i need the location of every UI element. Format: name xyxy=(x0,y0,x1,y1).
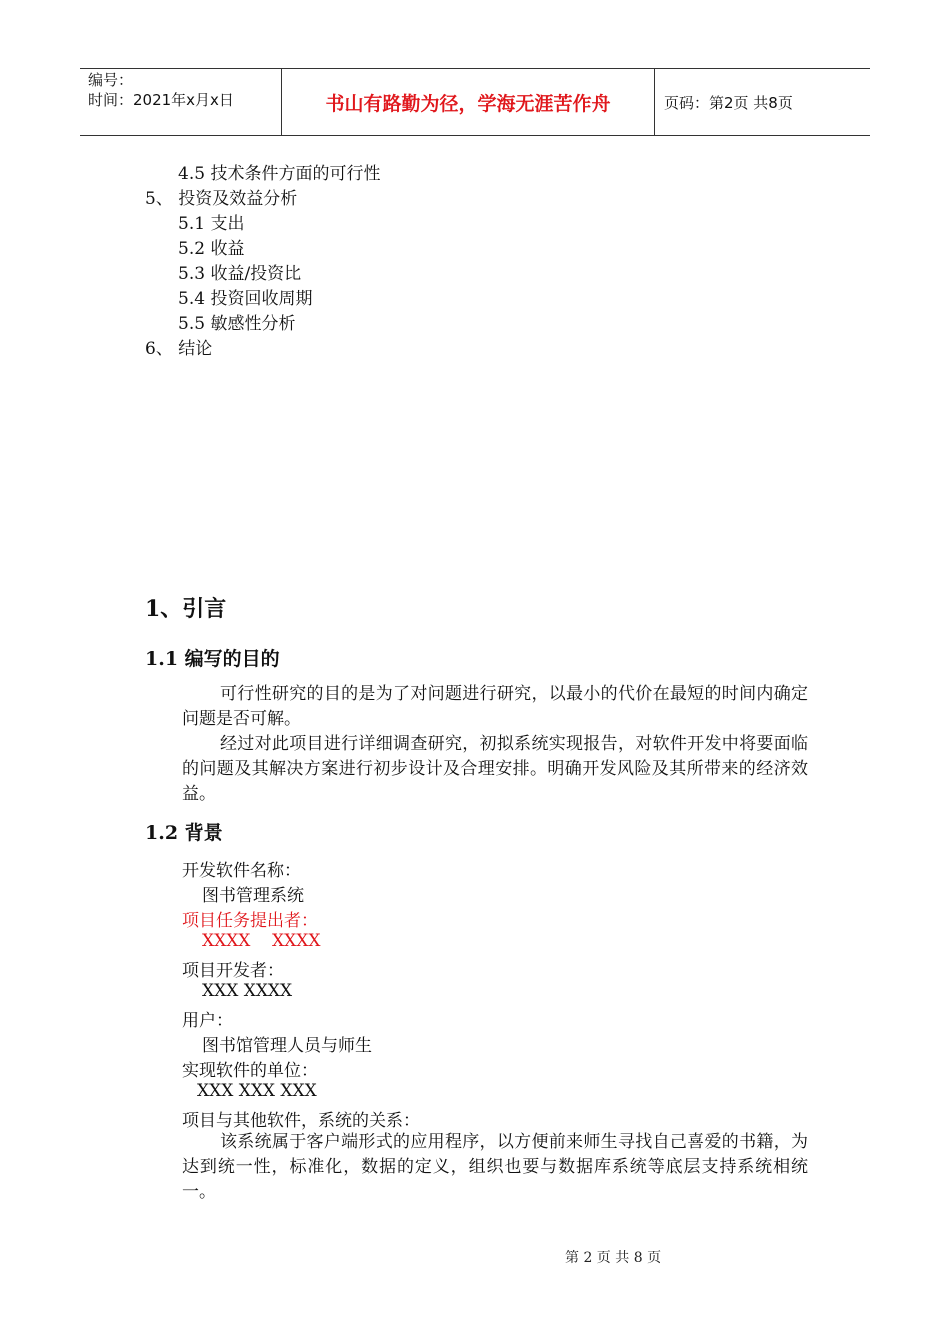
field-label: 实现软件的单位： xyxy=(182,1061,318,1081)
paragraph: 该系统属于客户端形式的应用程序，以方便前来师生寻找自己喜爱的书籍，为达到统一性，标准化，数据的定义，组织也要与数据库系统等底层支持系统相统一。 xyxy=(182,1132,808,1202)
toc-item: 4.5 技术条件方面的可行性 xyxy=(178,164,381,184)
page-footer: 第 2 页 共 8 页 xyxy=(565,1250,662,1266)
paragraph: 经过对此项目进行详细调查研究，初拟系统实现报告，对软件开发中将要面临的问题及其解决方案进行初步设计及合理安排。明确开发风险及其所带来的经济效益。 xyxy=(182,734,808,804)
header-motto: 书山有路勤为径，学海无涯苦作舟 xyxy=(325,92,611,115)
toc-item: 5.2 收益 xyxy=(178,239,245,259)
toc-item: 5.4 投资回收周期 xyxy=(178,289,313,309)
document-time: 时间：2021年x月x日 xyxy=(88,91,234,109)
document-number-label: 编号： xyxy=(88,71,134,89)
toc-item: 5.3 收益/投资比 xyxy=(178,264,302,284)
field-value: 图书管理系统 xyxy=(202,886,304,906)
section-title: 1、引言 xyxy=(145,596,227,622)
toc-item: 5.1 支出 xyxy=(178,214,245,234)
toc-item: 5、 投资及效益分析 xyxy=(145,189,298,209)
toc-item: 5.5 敏感性分析 xyxy=(178,314,296,334)
subsection-title: 1.2 背景 xyxy=(145,822,223,844)
header-left-cell xyxy=(88,70,234,110)
field-value: 图书馆管理人员与师生 xyxy=(202,1036,372,1056)
field-label: 项目任务提出者： xyxy=(182,911,318,931)
paragraph: 可行性研究的目的是为了对问题进行研究，以最小的代价在最短的时间内确定问题是否可解。 xyxy=(182,684,808,729)
field-label: 用户： xyxy=(182,1011,233,1031)
field-value: XXX XXX XXX xyxy=(197,1081,317,1101)
field-label: 开发软件名称： xyxy=(182,861,301,881)
toc-item: 6、 结论 xyxy=(145,339,213,359)
header-page-info: 页码：第2页 共8页 xyxy=(664,94,793,112)
field-value: XXX XXXX xyxy=(202,981,293,1001)
field-label: 项目与其他软件，系统的关系： xyxy=(182,1111,420,1131)
field-label: 项目开发者： xyxy=(182,961,284,981)
field-value: XXXX XXXX xyxy=(202,931,321,951)
subsection-title: 1.1 编写的目的 xyxy=(145,648,280,670)
header-divider xyxy=(654,68,655,136)
